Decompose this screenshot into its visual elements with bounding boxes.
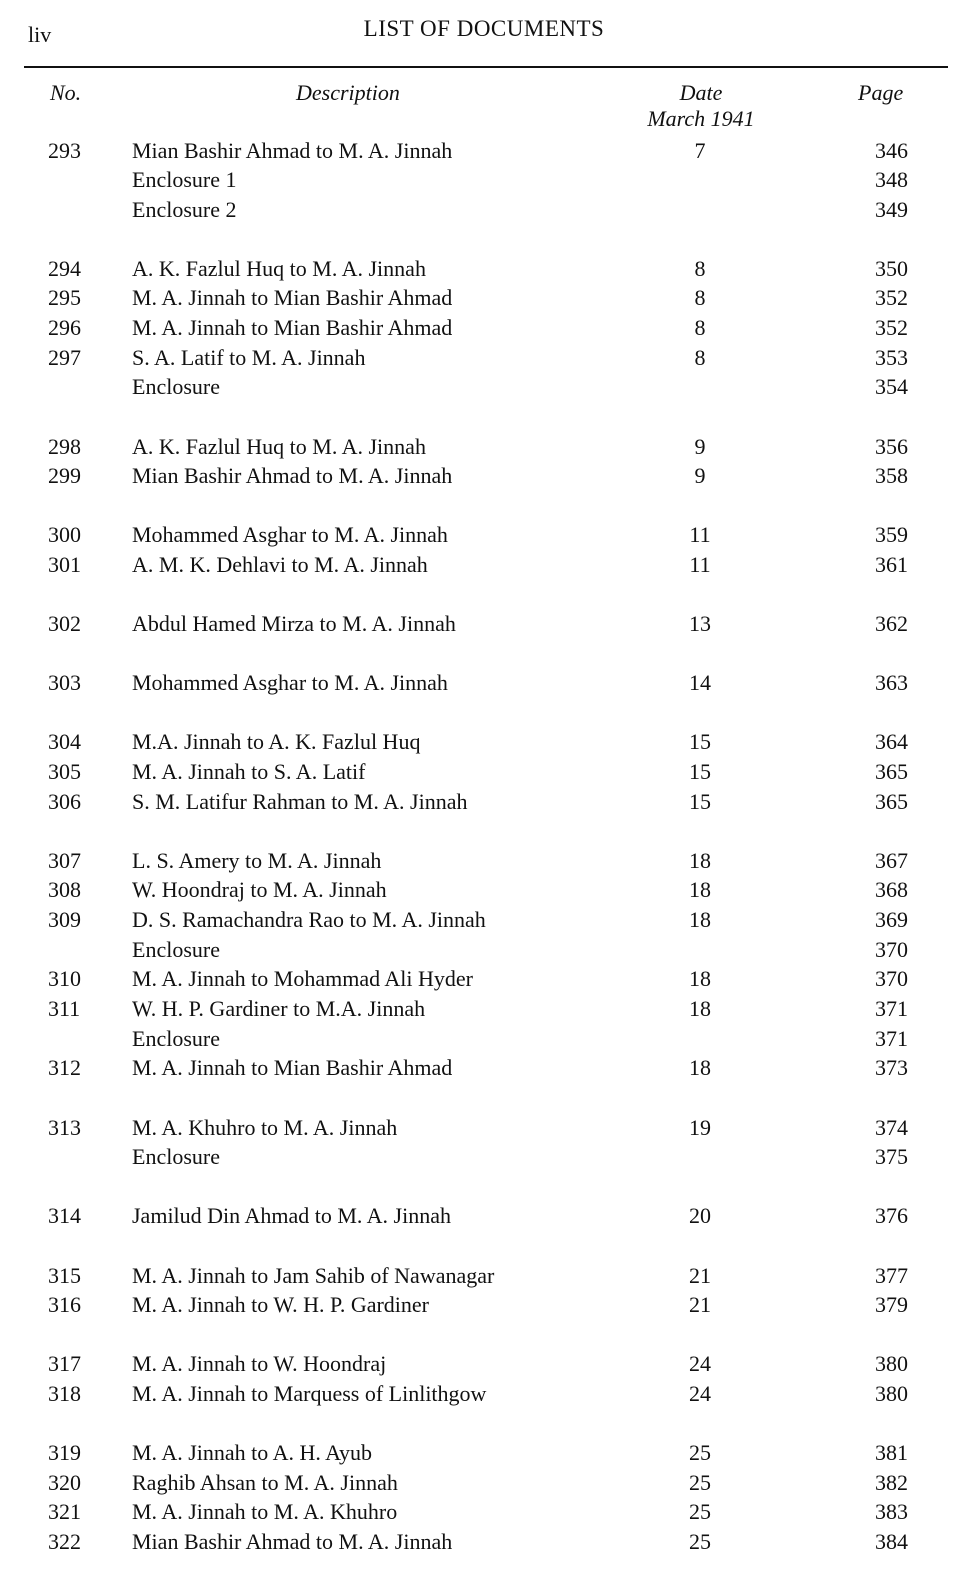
document-number: 322 — [48, 1529, 81, 1554]
table-row — [0, 1290, 968, 1319]
table-row — [0, 846, 968, 875]
table-row — [0, 727, 968, 756]
table-row — [0, 1468, 968, 1497]
document-date: 25 — [689, 1529, 711, 1554]
page-number: liv — [28, 22, 52, 47]
document-page: 371 — [875, 1026, 908, 1051]
document-date: 18 — [689, 966, 711, 991]
table-row — [0, 343, 968, 372]
document-number: 307 — [48, 848, 81, 873]
column-header-date-label: Date — [679, 80, 723, 105]
table-row — [0, 550, 968, 579]
document-description: Enclosure — [132, 374, 220, 399]
document-date: 18 — [689, 1055, 711, 1080]
table-row — [0, 1024, 968, 1053]
document-page: 352 — [875, 285, 908, 310]
table-row — [0, 905, 968, 934]
table-row — [0, 964, 968, 993]
table-row — [0, 668, 968, 697]
table-row — [0, 1527, 968, 1556]
document-description: Enclosure — [132, 937, 220, 962]
table-row — [0, 432, 968, 461]
table-row — [0, 994, 968, 1023]
document-number: 321 — [48, 1499, 81, 1524]
document-page: 376 — [875, 1203, 908, 1228]
document-number: 313 — [48, 1115, 81, 1140]
document-page: 362 — [875, 611, 908, 636]
document-description: Abdul Hamed Mirza to M. A. Jinnah — [132, 611, 456, 636]
document-number: 309 — [48, 907, 81, 932]
document-page: 382 — [875, 1470, 908, 1495]
table-row — [0, 254, 968, 283]
document-date: 25 — [689, 1440, 711, 1465]
document-page: 356 — [875, 434, 908, 459]
table-row — [0, 136, 968, 165]
document-description: Enclosure — [132, 1026, 220, 1051]
document-description: M. A. Jinnah to Mian Bashir Ahmad — [132, 285, 453, 310]
document-number: 297 — [48, 345, 81, 370]
document-number: 295 — [48, 285, 81, 310]
document-description: L. S. Amery to M. A. Jinnah — [132, 848, 382, 873]
document-page: 350 — [875, 256, 908, 281]
document-description: M. A. Jinnah to M. A. Khuhro — [132, 1499, 398, 1524]
document-date: 18 — [689, 996, 711, 1021]
table-row — [0, 1349, 968, 1378]
page-title: LIST OF DOCUMENTS — [363, 16, 605, 41]
document-description: M. A. Khuhro to M. A. Jinnah — [132, 1115, 398, 1140]
document-date: 18 — [689, 848, 711, 873]
document-description: M. A. Jinnah to Mohammad Ali Hyder — [132, 966, 473, 991]
document-date: 7 — [694, 138, 706, 163]
document-page: 352 — [875, 315, 908, 340]
document-page: 358 — [875, 463, 908, 488]
document-number: 306 — [48, 789, 81, 814]
column-header-description: Description — [296, 80, 400, 105]
document-page: 361 — [875, 552, 908, 577]
document-description: M. A. Jinnah to W. Hoondraj — [132, 1351, 387, 1376]
document-date: 9 — [694, 463, 706, 488]
table-row — [0, 283, 968, 312]
document-number: 303 — [48, 670, 81, 695]
document-number: 317 — [48, 1351, 81, 1376]
document-page: 380 — [875, 1381, 908, 1406]
document-date: 24 — [689, 1381, 711, 1406]
document-number: 304 — [48, 729, 81, 754]
document-number: 300 — [48, 522, 81, 547]
document-page: 383 — [875, 1499, 908, 1524]
document-date: 8 — [694, 256, 706, 281]
document-page: 367 — [875, 848, 908, 873]
document-description: M. A. Jinnah to Jam Sahib of Nawanagar — [132, 1263, 495, 1288]
document-date: 15 — [689, 789, 711, 814]
document-description: Enclosure 2 — [132, 197, 237, 222]
document-number: 301 — [48, 552, 81, 577]
document-number: 310 — [48, 966, 81, 991]
document-page: 380 — [875, 1351, 908, 1376]
document-page: 349 — [875, 197, 908, 222]
document-date: 15 — [689, 729, 711, 754]
document-page: 369 — [875, 907, 908, 932]
document-description: A. K. Fazlul Huq to M. A. Jinnah — [132, 434, 426, 459]
document-page: 370 — [875, 937, 908, 962]
document-description: Jamilud Din Ahmad to M. A. Jinnah — [132, 1203, 451, 1228]
document-description: M.A. Jinnah to A. K. Fazlul Huq — [132, 729, 421, 754]
document-description: Mohammed Asghar to M. A. Jinnah — [132, 670, 448, 695]
document-description: D. S. Ramachandra Rao to M. A. Jinnah — [132, 907, 486, 932]
document-page: 353 — [875, 345, 908, 370]
document-number: 315 — [48, 1263, 81, 1288]
document-page: 371 — [875, 996, 908, 1021]
column-header-no: No. — [50, 80, 82, 105]
table-row — [0, 1113, 968, 1142]
document-number: 319 — [48, 1440, 81, 1465]
document-description: Mian Bashir Ahmad to M. A. Jinnah — [132, 1529, 453, 1554]
document-date: 20 — [689, 1203, 711, 1228]
document-description: S. M. Latifur Rahman to M. A. Jinnah — [132, 789, 468, 814]
document-page: 368 — [875, 877, 908, 902]
column-header-date-month: March 1941 — [647, 106, 755, 131]
column-header-page: Page — [858, 80, 904, 105]
document-number: 316 — [48, 1292, 81, 1317]
document-page: 377 — [875, 1263, 908, 1288]
document-description: M. A. Jinnah to Mian Bashir Ahmad — [132, 315, 453, 340]
document-number: 294 — [48, 256, 81, 281]
table-row — [0, 1053, 968, 1082]
table-row — [0, 609, 968, 638]
table-row — [0, 313, 968, 342]
document-date: 19 — [689, 1115, 711, 1140]
document-date: 8 — [694, 285, 706, 310]
document-number: 298 — [48, 434, 81, 459]
document-page: 359 — [875, 522, 908, 547]
document-description: W. Hoondraj to M. A. Jinnah — [132, 877, 387, 902]
document-page: 365 — [875, 759, 908, 784]
document-page: 346 — [875, 138, 908, 163]
table-row — [0, 165, 968, 194]
document-number: 311 — [48, 996, 81, 1021]
document-page: 381 — [875, 1440, 908, 1465]
document-number: 293 — [48, 138, 81, 163]
table-row — [0, 520, 968, 549]
document-description: M. A. Jinnah to A. H. Ayub — [132, 1440, 373, 1465]
document-number: 320 — [48, 1470, 81, 1495]
document-page: 365 — [875, 789, 908, 814]
document-date: 21 — [689, 1263, 711, 1288]
document-description: A. K. Fazlul Huq to M. A. Jinnah — [132, 256, 426, 281]
document-date: 13 — [689, 611, 711, 636]
document-date: 8 — [694, 345, 706, 370]
document-date: 15 — [689, 759, 711, 784]
document-date: 25 — [689, 1499, 711, 1524]
document-date: 14 — [689, 670, 711, 695]
table-row — [0, 1379, 968, 1408]
document-description: Mohammed Asghar to M. A. Jinnah — [132, 522, 448, 547]
document-date: 24 — [689, 1351, 711, 1376]
table-row — [0, 935, 968, 964]
document-number: 308 — [48, 877, 81, 902]
table-row — [0, 1142, 968, 1171]
document-description: M. A. Jinnah to S. A. Latif — [132, 759, 366, 784]
document-date: 18 — [689, 907, 711, 932]
document-page: 364 — [875, 729, 908, 754]
document-description: Enclosure 1 — [132, 167, 237, 192]
table-row — [0, 461, 968, 490]
document-page: 354 — [875, 374, 908, 399]
document-description: Enclosure — [132, 1144, 220, 1169]
document-page: 384 — [875, 1529, 908, 1554]
document-page: 370 — [875, 966, 908, 991]
table-row — [0, 875, 968, 904]
document-number: 314 — [48, 1203, 81, 1228]
document-date: 8 — [694, 315, 706, 340]
document-date: 11 — [689, 522, 711, 547]
document-date: 9 — [694, 434, 706, 459]
document-date: 25 — [689, 1470, 711, 1495]
document-date: 21 — [689, 1292, 711, 1317]
table-row — [0, 1497, 968, 1526]
table-row — [0, 1438, 968, 1467]
document-number: 296 — [48, 315, 81, 340]
document-page: 373 — [875, 1055, 908, 1080]
document-page: 375 — [875, 1144, 908, 1169]
document-description: W. H. P. Gardiner to M.A. Jinnah — [132, 996, 426, 1021]
document-page: 348 — [875, 167, 908, 192]
table-row — [0, 195, 968, 224]
document-page: 379 — [875, 1292, 908, 1317]
document-page: 374 — [875, 1115, 908, 1140]
document-description: S. A. Latif to M. A. Jinnah — [132, 345, 366, 370]
table-row — [0, 372, 968, 401]
document-description: A. M. K. Dehlavi to M. A. Jinnah — [132, 552, 428, 577]
document-number: 318 — [48, 1381, 81, 1406]
document-page: 363 — [875, 670, 908, 695]
table-row — [0, 787, 968, 816]
document-description: Mian Bashir Ahmad to M. A. Jinnah — [132, 138, 453, 163]
document-description: M. A. Jinnah to Marquess of Linlithgow — [132, 1381, 487, 1406]
document-date: 11 — [689, 552, 711, 577]
document-number: 312 — [48, 1055, 81, 1080]
document-description: Raghib Ahsan to M. A. Jinnah — [132, 1470, 398, 1495]
table-row — [0, 757, 968, 786]
document-number: 299 — [48, 463, 81, 488]
document-description: M. A. Jinnah to Mian Bashir Ahmad — [132, 1055, 453, 1080]
document-number: 302 — [48, 611, 81, 636]
document-description: Mian Bashir Ahmad to M. A. Jinnah — [132, 463, 453, 488]
table-row — [0, 1261, 968, 1290]
table-row — [0, 1201, 968, 1230]
document-number: 305 — [48, 759, 81, 784]
document-description: M. A. Jinnah to W. H. P. Gardiner — [132, 1292, 429, 1317]
document-date: 18 — [689, 877, 711, 902]
